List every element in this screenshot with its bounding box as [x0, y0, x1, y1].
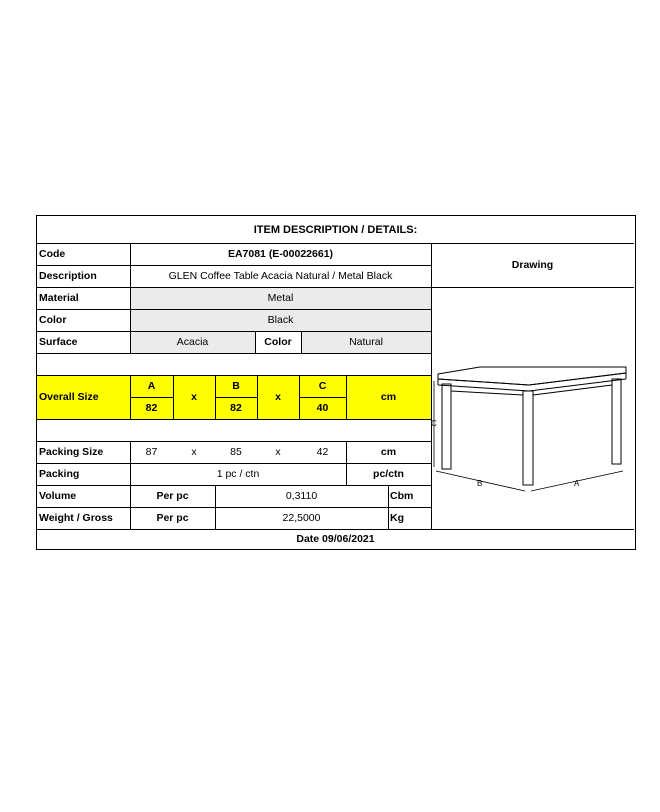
dim-b-label: B — [477, 479, 483, 488]
grid-line — [388, 485, 389, 529]
overall-size-b-value: 82 — [215, 397, 257, 419]
description-value: GLEN Coffee Table Acacia Natural / Metal Black — [168, 270, 393, 282]
grid-line — [37, 331, 431, 332]
item-details-sheet — [36, 215, 636, 550]
grid-line — [37, 529, 634, 530]
grid-line — [255, 331, 256, 353]
weight-per: Per pc — [156, 512, 189, 524]
grid-line — [37, 309, 431, 310]
leg-left — [442, 384, 451, 469]
overall-size-sep-2: x — [257, 375, 299, 419]
grid-line — [130, 375, 131, 419]
packing-size-sep-2: x — [275, 446, 281, 458]
packing-size-b: 85 — [230, 446, 242, 458]
grid-line — [37, 507, 431, 508]
surface-value: Acacia — [130, 331, 255, 353]
overall-size-a-value: 82 — [130, 397, 173, 419]
color-value: Black — [130, 309, 431, 331]
grid-line — [215, 485, 216, 529]
footer-date: Date 09/06/2021 — [296, 532, 375, 545]
packing-label: Packing — [39, 468, 80, 480]
inner-apron-right — [533, 385, 612, 395]
grid-line — [37, 441, 431, 442]
overall-size-a-label: A — [130, 375, 173, 397]
grid-line — [346, 375, 347, 419]
packing-size-label: Packing Size — [39, 446, 104, 458]
grid-line — [173, 375, 174, 419]
drawing-label: Drawing — [511, 259, 554, 271]
overall-size-b-label: B — [215, 375, 257, 397]
coffee-table-drawing — [431, 287, 634, 529]
overall-size-unit: cm — [346, 375, 431, 419]
grid-line — [37, 353, 431, 354]
surface-label: Surface — [39, 336, 78, 348]
drawing-panel — [431, 287, 634, 529]
grid-line — [257, 375, 258, 419]
grid-line — [299, 397, 346, 398]
leg-front — [523, 391, 533, 485]
packing-size-a: 87 — [145, 446, 158, 458]
surface-color-label: Color — [264, 336, 292, 348]
dim-c-label: C — [431, 419, 437, 428]
grid-line — [301, 331, 302, 353]
grid-line — [346, 441, 347, 485]
table-top-edge-left — [438, 379, 529, 385]
weight-unit: Kg — [390, 512, 404, 524]
color-label: Color — [39, 314, 67, 326]
material-value: Metal — [130, 287, 431, 309]
dim-a-label: A — [574, 479, 580, 488]
overall-size-sep-1: x — [173, 375, 215, 419]
grid-line — [215, 375, 216, 419]
grid-line — [431, 243, 432, 529]
grid-line — [215, 397, 257, 398]
code-value: EA7081 (E-00022661) — [227, 248, 334, 260]
surface-color-value: Natural — [301, 331, 431, 353]
description-label: Description — [39, 270, 97, 282]
code-label: Code — [39, 248, 66, 260]
table-top-edge-right — [529, 373, 626, 385]
packing-unit: pc/ctn — [373, 468, 404, 480]
grid-line — [130, 243, 131, 353]
apron-bottom-left — [438, 385, 529, 391]
grid-line — [130, 441, 131, 529]
overall-size-c-label: C — [299, 375, 346, 397]
grid-line — [37, 375, 431, 376]
grid-line — [37, 287, 634, 288]
volume-unit: Cbm — [390, 490, 414, 502]
material-label: Material — [39, 292, 79, 304]
packing-size-c: 42 — [316, 446, 329, 458]
grid-line — [37, 265, 431, 266]
overall-size-c-value: 40 — [299, 397, 346, 419]
volume-value: 0,3110 — [285, 490, 318, 502]
leg-right — [612, 379, 621, 464]
grid-line — [37, 419, 431, 420]
sheet-title: ITEM DESCRIPTION / DETAILS: — [253, 223, 418, 236]
grid-line — [37, 485, 431, 486]
grid-line — [37, 243, 634, 244]
packing-size-unit: cm — [380, 446, 397, 458]
packing-value: 1 pc / ctn — [216, 468, 260, 480]
weight-label: Weight / Gross — [39, 512, 113, 524]
grid-line — [130, 397, 173, 398]
inner-apron-left — [451, 391, 523, 395]
volume-per: Per pc — [156, 490, 189, 502]
packing-size-sep-1: x — [191, 446, 197, 458]
weight-value: 22,5000 — [282, 512, 321, 524]
grid-line — [299, 375, 300, 419]
overall-size-label: Overall Size — [37, 375, 130, 419]
grid-line — [37, 463, 431, 464]
volume-label: Volume — [39, 490, 77, 502]
